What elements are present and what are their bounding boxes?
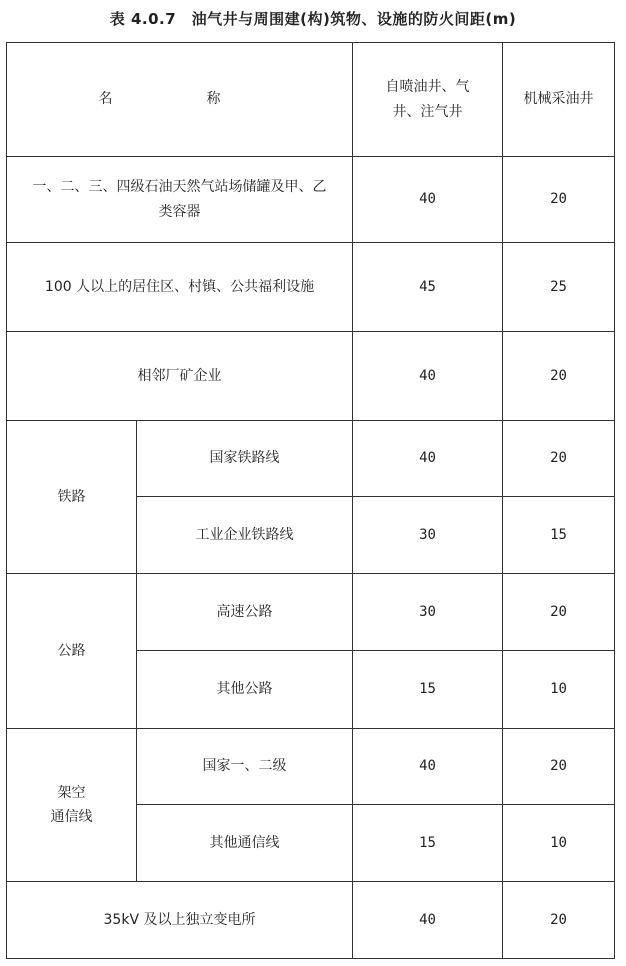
cell-value: 15 [353, 651, 503, 729]
cell-value: 40 [353, 332, 503, 421]
table-row [7, 243, 615, 332]
cell-value: 30 [353, 497, 503, 574]
cell-value: 40 [353, 421, 503, 497]
row-label-other-highway: 其他公路 [137, 651, 353, 729]
row-label-national-telecom: 国家一、二级 [137, 729, 353, 805]
cell-value: 20 [503, 332, 615, 421]
group-label-highway: 公路 [7, 574, 137, 729]
table-row [7, 574, 615, 651]
fire-distance-table [6, 42, 615, 959]
row-label-national-railway: 国家铁路线 [137, 421, 353, 497]
row-label-expressway: 高速公路 [137, 574, 353, 651]
cell-value: 40 [353, 157, 503, 243]
cell-value: 45 [353, 243, 503, 332]
table-row [7, 332, 615, 421]
cell-value: 25 [503, 243, 615, 332]
cell-value: 30 [353, 574, 503, 651]
table-title: 表 4.0.7 油气井与周围建(构)筑物、设施的防火间距(m) [109, 10, 517, 28]
cell-value: 20 [503, 729, 615, 805]
group-label-telecom-line1: 架空 [57, 784, 86, 801]
row-label-residential: 100 人以上的居住区、村镇、公共福利设施 [7, 243, 353, 332]
row-label-industrial-railway: 工业企业铁路线 [137, 497, 353, 574]
table-row [7, 882, 615, 959]
group-label-telecom [7, 729, 137, 882]
header-pumping-well: 机械采油井 [503, 43, 615, 157]
table-row [7, 421, 615, 497]
cell-value: 40 [353, 729, 503, 805]
header-flowing-well: 自喷油井、气井、注气井 [353, 43, 503, 157]
group-label-railway: 铁路 [7, 421, 137, 574]
table-row [7, 157, 615, 243]
cell-value: 20 [503, 882, 615, 959]
row-label-substation: 35kV 及以上独立变电所 [7, 882, 353, 959]
cell-value: 20 [503, 157, 615, 243]
cell-value: 10 [503, 805, 615, 882]
cell-value: 20 [503, 574, 615, 651]
cell-value: 20 [503, 421, 615, 497]
group-label-telecom-line2: 通信线 [50, 809, 93, 825]
cell-value: 15 [503, 497, 615, 574]
row-label-factory: 相邻厂矿企业 [7, 332, 353, 421]
row-label-storage: 一、二、三、四级石油天然气站场储罐及甲、乙类容器 [7, 157, 353, 243]
cell-value: 10 [503, 651, 615, 729]
table-row [7, 729, 615, 805]
cell-value: 40 [353, 882, 503, 959]
cell-value: 15 [353, 805, 503, 882]
row-label-other-telecom: 其他通信线 [137, 805, 353, 882]
header-row [7, 43, 615, 157]
header-name: 名 称 [7, 43, 353, 157]
